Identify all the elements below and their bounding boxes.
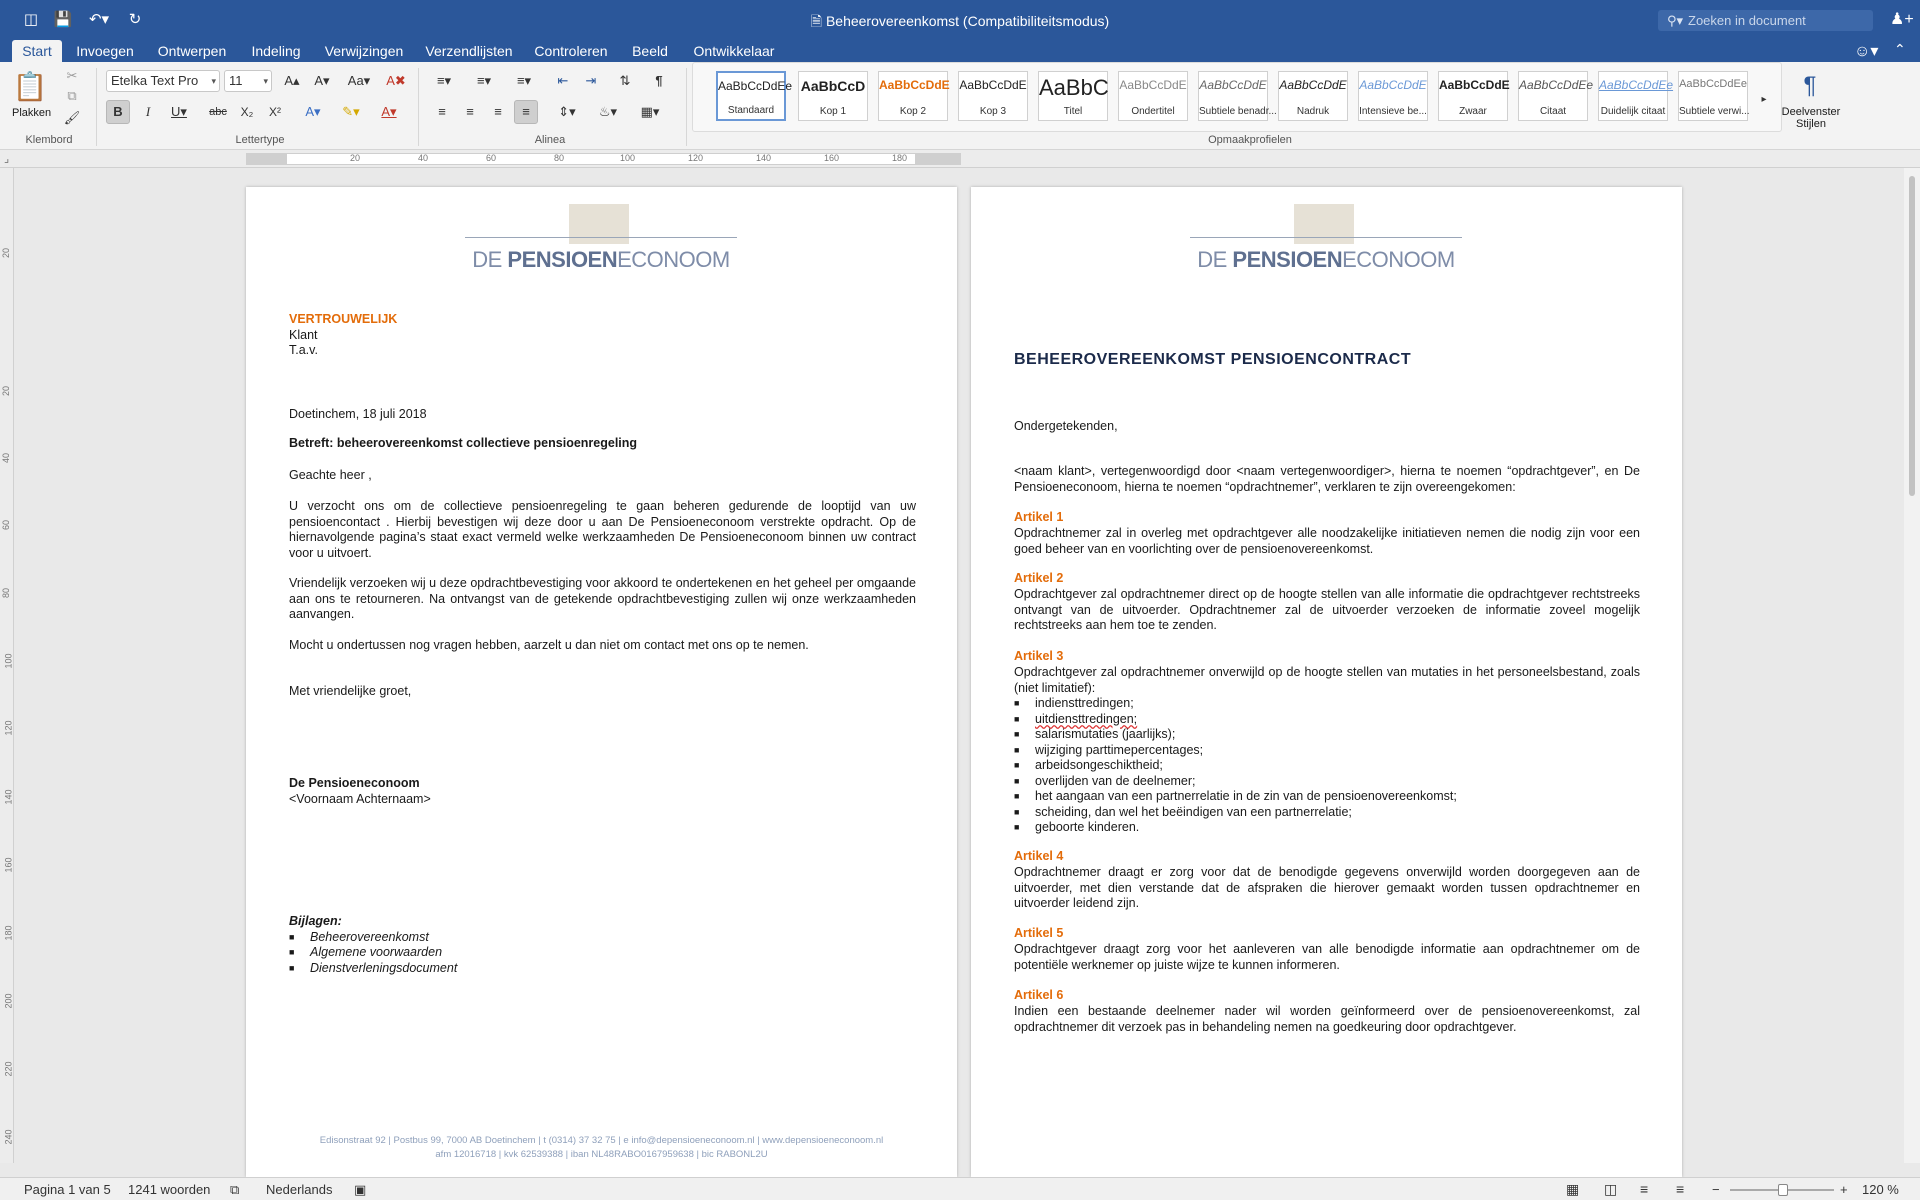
separator xyxy=(686,68,687,146)
shading-button[interactable]: ♨▾ xyxy=(598,104,618,119)
list-item xyxy=(1014,789,1457,805)
addressee-line: T.a.v. xyxy=(289,343,318,357)
logo-text-pre: DE xyxy=(472,247,508,272)
logo-rule xyxy=(1190,237,1462,238)
list-item xyxy=(1014,774,1196,790)
ruler-tick: 60 xyxy=(486,153,497,163)
styles-pane-icon[interactable]: ¶ xyxy=(1803,72,1817,99)
sort-icon[interactable]: ⇅ xyxy=(619,73,631,88)
ruler-tick: 140 xyxy=(3,789,14,805)
chevron-down-icon: ▾ xyxy=(263,76,268,86)
tab-verwijzingen[interactable]: Verwijzingen xyxy=(324,43,404,59)
style-sample: AaBbCcDdE xyxy=(1359,78,1427,92)
list-item xyxy=(1014,805,1352,821)
list-item-text: arbeidsongeschiktheid; xyxy=(1035,758,1163,772)
zoom-in-icon[interactable]: + xyxy=(1840,1182,1848,1197)
page-2[interactable] xyxy=(971,187,1682,1177)
bullet-square-icon: ■ xyxy=(1014,745,1020,755)
macro-record-icon[interactable]: ▣ xyxy=(354,1182,367,1197)
style-name: Intensieve be... xyxy=(1359,106,1427,117)
style-intensieve-benadrukking[interactable] xyxy=(1358,71,1428,121)
confidential-label: VERTROUWELIJK xyxy=(289,312,398,326)
search-icon: ⚲▾ xyxy=(1667,13,1684,28)
undersigned: Ondergetekenden, xyxy=(1014,419,1118,433)
paste-label: Plakken xyxy=(12,107,52,119)
agreement-intro: <naam klant>, vertegenwoordigd door <naam vertegenwoordiger>, hierna te noemen “opdrachtgever”, en De Pensioeneconoom, hierna te noemen “opdrachtnemer”, verklaren te zijn overeengekomen: xyxy=(1014,464,1640,494)
change-case-button[interactable]: Aa▾ xyxy=(347,73,371,88)
tab-verzendlijsten[interactable]: Verzendlijsten xyxy=(425,43,513,59)
clear-formatting-icon[interactable]: A✖ xyxy=(386,73,406,88)
highlight-color-button[interactable]: ✎▾ xyxy=(342,104,360,119)
list-item xyxy=(1014,820,1140,836)
tab-start[interactable]: Start xyxy=(12,40,62,62)
addressee-line: Klant xyxy=(289,328,318,342)
page-footer: Edisonstraat 92 | Postbus 99, 7000 AB Doetinchem | t (0314) 37 32 75 | e info@depensioeneconoom.nl | www.depensioeneconoom.nl xyxy=(319,1135,884,1146)
separator xyxy=(418,68,419,146)
style-name: Kop 1 xyxy=(819,106,847,117)
list-item-text: het aangaan van een partnerrelatie in de zin van de pensioenovereenkomst; xyxy=(1035,789,1457,803)
style-sample: AaBbCcDdE xyxy=(879,78,950,92)
bullet-square-icon: ■ xyxy=(1014,729,1020,739)
ruler-margin xyxy=(247,154,287,164)
bullet-square-icon: ■ xyxy=(1014,760,1020,770)
zoom-slider[interactable] xyxy=(1730,1189,1834,1191)
style-name: Kop 2 xyxy=(899,106,927,117)
justify-icon[interactable]: ≡ xyxy=(514,100,538,124)
tab-ontwerpen[interactable]: Ontwerpen xyxy=(157,43,227,59)
attachment-text: Algemene voorwaarden xyxy=(310,945,443,959)
group-label-clipboard: Klembord xyxy=(25,134,73,146)
page-1[interactable] xyxy=(246,187,957,1177)
font-name-select[interactable] xyxy=(106,70,220,92)
attachments-label: Bijlagen: xyxy=(289,914,342,928)
tab-indeling[interactable]: Indeling xyxy=(251,43,301,59)
ruler-tick: 20 xyxy=(350,153,361,163)
article-text: Opdrachtnemer draagt er zorg voor dat de benodigde gegevens onverwijld worden doorgegeven aan de uitvoerder, met dien verstande dat de afspraken die hierover gemaakt worden tussen opdrachtnemer en uitvoerder leidend zijn. xyxy=(1014,865,1640,910)
multilevel-list-button[interactable]: ≡▾ xyxy=(516,73,532,88)
signer-company: De Pensioeneconoom xyxy=(289,776,420,790)
style-name: Standaard xyxy=(727,105,775,116)
article-text: Opdrachtgever zal opdrachtnemer onverwijld op de hoogte stellen van mutaties in het personeelsbestand, zoals (niet limitatief): xyxy=(1014,665,1640,695)
logo-text xyxy=(1190,247,1462,273)
style-name: Citaat xyxy=(1539,106,1567,117)
list-item-text: salarismutaties (jaarlijks); xyxy=(1035,727,1176,741)
body-paragraph: U verzocht ons om de collectieve pensioenregeling te gaan beheren gedurende de looptijd van uw pensioencontact . Hierbij bevestigen wij deze door u aan De Pensioeneconoom verstrekte opdracht. Op de hiernavolgende pagina’s staat exact vermeld welke werkzaamheden De Pensioeneconoom binnen uw contract voor u uitvoert. xyxy=(289,499,916,560)
attachment-text: Dienstverleningsdocument xyxy=(310,961,458,975)
style-sample: AaBbCcDdEe xyxy=(718,79,793,93)
shrink-font-button[interactable]: A▾ xyxy=(314,73,330,88)
borders-button[interactable]: ▦▾ xyxy=(640,104,660,119)
body-paragraph: Mocht u ondertussen nog vragen hebben, aarzelt u dan niet om contact met ons op te nemen. xyxy=(289,638,809,652)
bullet-square-icon: ■ xyxy=(1014,698,1020,708)
horizontal-ruler[interactable] xyxy=(246,153,961,165)
word-count[interactable]: 1241 woorden xyxy=(128,1182,211,1197)
decrease-indent-icon[interactable]: ⇤ xyxy=(557,73,569,88)
tab-invoegen[interactable]: Invoegen xyxy=(76,43,134,59)
list-item xyxy=(1014,743,1204,759)
article-title: Artikel 4 xyxy=(1014,849,1064,863)
ruler-tick: 40 xyxy=(1,452,12,464)
article-title: Artikel 6 xyxy=(1014,988,1064,1002)
bullets-button[interactable]: ≡▾ xyxy=(436,73,452,88)
show-formatting-icon[interactable]: ¶ xyxy=(655,73,663,88)
article-title: Artikel 2 xyxy=(1014,571,1064,585)
list-item xyxy=(1014,712,1138,728)
body-paragraph: Vriendelijk verzoeken wij u deze opdrachtbevestiging voor akkoord te ondertekenen en het geheel per omgaande aan ons te retourneren. Na ontvangst van de getekende opdrachtbevestiging zullen wij onze werkzaamheden aanvangen. xyxy=(289,576,916,621)
article-text: Opdrachtgever zal opdrachtnemer direct op de hoogte stellen van alle informatie die opdrachtgever rechtstreeks ontvangt van de uitvoerder. Opdrachtnemer zal de uitvoerder verzoeken de informatie zoveel mogelijk rechtstreeks aan hem toe te zenden. xyxy=(1014,587,1640,632)
style-subtiele-benadrukking[interactable] xyxy=(1198,71,1277,121)
article-text: Indien een bestaande deelnemer nader wil worden geïnformeerd over de pensioenovereenkomst, zal opdrachtnemer dit verzoek pas in behandeling nemen na goedkeuring door opdrachtgever. xyxy=(1014,1004,1640,1034)
style-kop-1[interactable] xyxy=(798,71,868,121)
vertical-ruler[interactable] xyxy=(0,168,14,1163)
ruler-tick: 40 xyxy=(418,153,429,163)
font-size-value: 11 xyxy=(229,73,243,88)
attachment-item xyxy=(289,930,429,946)
clipboard-icon: 📋 xyxy=(12,71,48,102)
style-kop-3[interactable] xyxy=(958,71,1028,121)
salutation: Geachte heer , xyxy=(289,468,372,482)
article-title: Artikel 1 xyxy=(1014,510,1064,524)
logo-text-bold: PENSIOEN xyxy=(507,247,618,272)
align-center-icon[interactable]: ≡ xyxy=(466,104,474,119)
search-input[interactable] xyxy=(1658,10,1873,31)
list-item-text: indiensttredingen; xyxy=(1035,696,1134,710)
style-sample: AaBbCcDdE xyxy=(1119,78,1187,92)
style-name: Ondertitel xyxy=(1131,106,1175,117)
zoom-out-icon[interactable]: − xyxy=(1712,1182,1720,1197)
tab-beeld[interactable]: Beeld xyxy=(632,43,668,59)
bullet-square-icon: ■ xyxy=(1014,791,1020,801)
draft-view-icon[interactable]: ≡ xyxy=(1676,1181,1685,1197)
page-count[interactable]: Pagina 1 van 5 xyxy=(24,1182,111,1197)
tab-controleren[interactable]: Controleren xyxy=(534,43,608,59)
closing: Met vriendelijke groet, xyxy=(289,684,412,698)
chevron-down-icon: ▾ xyxy=(211,76,216,86)
ruler-tick: 80 xyxy=(554,153,565,163)
logo-text-pre: DE xyxy=(1197,247,1233,272)
save-icon[interactable]: 💾 xyxy=(53,11,73,28)
style-sample: AaBbCcDdEe xyxy=(1679,78,1747,90)
group-label-styles: Opmaakprofielen xyxy=(1208,134,1292,146)
style-name: Nadruk xyxy=(1296,106,1330,117)
font-color-button[interactable]: A▾ xyxy=(381,104,397,119)
document-workspace[interactable] xyxy=(14,168,1904,1163)
ruler-tick: 80 xyxy=(1,587,12,599)
bullet-square-icon: ■ xyxy=(289,963,295,973)
style-sample: AaBbCcD xyxy=(800,78,866,94)
separator xyxy=(96,68,97,146)
zoom-slider-thumb[interactable] xyxy=(1778,1184,1788,1196)
ruler-tick: 220 xyxy=(3,1061,14,1077)
group-label-paragraph: Alinea xyxy=(534,134,566,146)
ruler-tick: 180 xyxy=(892,153,908,163)
attachment-item xyxy=(289,945,443,961)
style-sample: AaBbCcDdE xyxy=(1199,78,1267,92)
style-sample: AaBbCcDdE xyxy=(1279,78,1347,92)
logo-rule xyxy=(465,237,737,238)
proofing-icon[interactable]: ⧉ xyxy=(230,1182,240,1197)
style-sample: AaBbCcDdE xyxy=(1439,78,1510,92)
style-name: Subtiele benadr... xyxy=(1199,106,1277,117)
collapse-ribbon-icon[interactable]: ⌃ xyxy=(1894,41,1906,57)
style-nadruk[interactable] xyxy=(1278,71,1348,121)
italic-button[interactable]: I xyxy=(145,104,151,119)
style-name: Titel xyxy=(1063,106,1083,117)
ruler-tick: 180 xyxy=(3,925,14,941)
superscript-button[interactable]: X² xyxy=(269,105,281,119)
group-label-font: Lettertype xyxy=(235,134,285,146)
agreement-heading: BEHEEROVEREENKOMST PENSIOENCONTRACT xyxy=(1014,351,1412,368)
style-duidelijk-citaat[interactable] xyxy=(1598,71,1674,121)
ruler-tick: 120 xyxy=(3,720,14,736)
web-layout-icon[interactable]: ◫ xyxy=(1604,1181,1618,1197)
page-footer: afm 12016718 | kvk 62539388 | iban NL48RABO0167959638 | bic RABONL2U xyxy=(435,1149,768,1160)
bullet-square-icon: ■ xyxy=(1014,714,1020,724)
style-kop-2[interactable] xyxy=(878,71,948,121)
style-ondertitel[interactable] xyxy=(1118,71,1188,121)
ruler-tick: 140 xyxy=(756,153,772,163)
style-sample: AaBbCcDdE xyxy=(959,78,1027,92)
vertical-scrollbar[interactable] xyxy=(1904,168,1920,1163)
align-left-icon[interactable]: ≡ xyxy=(438,104,446,119)
list-item-text: scheiding, dan wel het beëindigen van een partnerrelatie; xyxy=(1035,805,1352,819)
font-size-select[interactable] xyxy=(224,70,272,92)
list-item-text: uitdiensttredingen; xyxy=(1035,712,1138,726)
style-sample: AaBbCcDdEe xyxy=(1599,78,1674,92)
list-item xyxy=(1014,696,1134,712)
style-name: Duidelijk citaat xyxy=(1600,106,1666,117)
styles-pane-label: Stijlen xyxy=(1796,118,1826,130)
ruler-tick: 160 xyxy=(3,857,14,873)
company-logo xyxy=(1190,204,1462,282)
font-name-value: Etelka Text Pro xyxy=(111,73,199,88)
letter-date: Doetinchem, 18 juli 2018 xyxy=(289,407,427,421)
document-title-text: Beheerovereenkomst (Compatibiliteitsmodus) xyxy=(825,13,1110,29)
style-sample: AaBbC xyxy=(1039,75,1109,100)
line-spacing-button[interactable]: ⇕▾ xyxy=(558,104,576,119)
style-zwaar[interactable] xyxy=(1438,71,1508,121)
numbering-button[interactable]: ≡▾ xyxy=(476,73,492,88)
strikethrough-button[interactable]: abc xyxy=(209,106,227,118)
gallery-more-icon[interactable]: ▸ xyxy=(1761,94,1767,105)
ruler-tick: 240 xyxy=(3,1129,14,1145)
tab-stop-icon[interactable]: ⌟ xyxy=(4,153,10,165)
article-text: Opdrachtnemer zal in overleg met opdrachtgever alle noodzakelijke initiatieven nemen die nodig zijn voor een goed beheer van en voorlichting over de pensioenovereenkomst. xyxy=(1014,526,1640,556)
redo-icon[interactable]: ↻ xyxy=(128,11,142,28)
article-text: Opdrachtgever draagt zorg voor het aanleveren van alle benodigde informatie aan opdrachtnemer om de potentiële werknemer op juiste wijze te kunnen informeren. xyxy=(1014,942,1640,972)
language[interactable]: Nederlands xyxy=(266,1182,333,1197)
document-title xyxy=(0,11,1920,35)
ruler-tick: 120 xyxy=(688,153,704,163)
logo-figure xyxy=(1294,204,1354,244)
list-item-text: wijziging parttimepercentages; xyxy=(1035,743,1204,757)
bullet-square-icon: ■ xyxy=(289,932,295,942)
bullet-square-icon: ■ xyxy=(289,947,295,957)
align-right-icon[interactable]: ≡ xyxy=(494,104,502,119)
outline-view-icon[interactable]: ≡ xyxy=(1640,1181,1649,1197)
letter-subject: Betreft: beheerovereenkomst collectieve pensioenregeling xyxy=(289,436,638,450)
ribbon-tabs xyxy=(0,40,1920,62)
list-item-text: geboorte kinderen. xyxy=(1035,820,1140,834)
company-logo xyxy=(465,204,737,282)
styles-pane-label: Deelvenster xyxy=(1781,106,1841,118)
attachment-item xyxy=(289,961,458,977)
underline-button[interactable]: U▾ xyxy=(171,104,187,119)
tab-ontwikkelaar[interactable]: Ontwikkelaar xyxy=(693,43,775,59)
subscript-button[interactable]: X₂ xyxy=(240,105,254,119)
format-painter-icon[interactable]: 🖌 xyxy=(63,110,81,125)
share-icon[interactable]: ♟+ xyxy=(1890,11,1914,28)
bold-button[interactable]: B xyxy=(106,100,130,124)
print-layout-icon[interactable]: ▦ xyxy=(1566,1181,1580,1197)
style-sample: AaBbCcDdEe xyxy=(1519,78,1594,92)
text-effects-button[interactable]: A▾ xyxy=(305,104,321,119)
copy-icon[interactable]: ⧉ xyxy=(67,88,77,103)
ruler-tick: 100 xyxy=(620,153,636,163)
feedback-smiley-icon[interactable]: ☺▾ xyxy=(1854,43,1879,60)
logo-figure xyxy=(569,204,629,244)
ruler-tick: 200 xyxy=(3,993,14,1009)
ruler-tick: 100 xyxy=(3,653,14,669)
ruler-tick: 60 xyxy=(1,519,12,531)
style-name: Zwaar xyxy=(1459,106,1487,117)
word-doc-icon: 🗎 xyxy=(810,13,826,29)
article-title: Artikel 5 xyxy=(1014,926,1064,940)
bullet-square-icon: ■ xyxy=(1014,776,1020,786)
sidebar-toggle-icon[interactable]: ◫ xyxy=(23,11,39,28)
article-title: Artikel 3 xyxy=(1014,649,1064,663)
ribbon xyxy=(0,62,1920,150)
style-titel[interactable] xyxy=(1038,71,1108,121)
logo-text xyxy=(465,247,737,273)
cut-icon[interactable]: ✂ xyxy=(66,68,78,83)
attachment-text: Beheerovereenkomst xyxy=(310,930,429,944)
style-name: Subtiele verwi... xyxy=(1679,106,1750,117)
bullet-square-icon: ■ xyxy=(1014,807,1020,817)
undo-icon[interactable]: ↶▾ xyxy=(88,11,110,28)
list-item-text: overlijden van de deelnemer; xyxy=(1035,774,1196,788)
ruler-margin xyxy=(915,154,960,164)
style-citaat[interactable] xyxy=(1518,71,1594,121)
ruler-tick: 20 xyxy=(1,385,12,397)
list-item xyxy=(1014,727,1176,743)
logo-text-bold: PENSIOEN xyxy=(1232,247,1343,272)
title-bar xyxy=(0,0,1920,40)
grow-font-button[interactable]: A▴ xyxy=(284,73,300,88)
list-item xyxy=(1014,758,1163,774)
ruler-tick: 20 xyxy=(1,247,12,259)
bullet-square-icon: ■ xyxy=(1014,822,1020,832)
style-subtiele-verwijzing[interactable] xyxy=(1678,71,1748,121)
signer-name: <Voornaam Achternaam> xyxy=(289,792,431,806)
scrollbar-thumb[interactable] xyxy=(1909,176,1915,496)
zoom-level[interactable]: 120 % xyxy=(1862,1182,1899,1197)
style-name: Kop 3 xyxy=(979,106,1007,117)
logo-text-post: ECONOOM xyxy=(617,247,730,272)
logo-text-post: ECONOOM xyxy=(1342,247,1455,272)
search-placeholder: Zoeken in document xyxy=(1688,13,1806,28)
increase-indent-icon[interactable]: ⇥ xyxy=(585,73,597,88)
horizontal-ruler-bar xyxy=(0,150,1920,168)
style-standaard[interactable] xyxy=(716,71,793,121)
ruler-tick: 160 xyxy=(824,153,840,163)
status-bar xyxy=(0,1177,1920,1200)
